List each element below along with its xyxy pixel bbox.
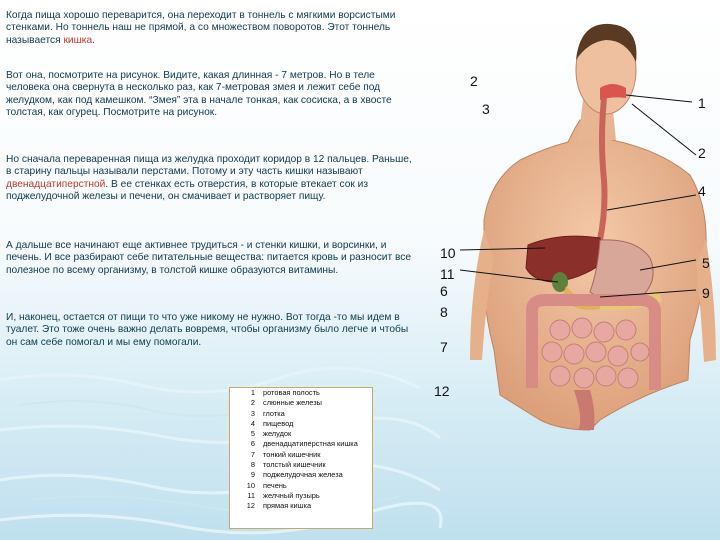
legend-number: 5: [250, 429, 255, 439]
figure-number-8: 8: [440, 304, 448, 320]
organ-legend: [229, 387, 373, 529]
legend-label: желудок: [263, 429, 292, 439]
figure-number-6: 6: [440, 283, 448, 299]
legend-label: тонкий кишечник: [263, 449, 321, 459]
legend-number: 7: [250, 449, 255, 459]
legend-label: слюнные железы: [263, 398, 322, 408]
legend-row: [230, 439, 372, 449]
figure-number-2-right: 2: [698, 145, 706, 161]
legend-label: прямая кишка: [263, 501, 312, 511]
legend-row: [230, 481, 372, 491]
legend-row: [230, 429, 372, 439]
figure-number-1: 1: [698, 95, 706, 111]
legend-number: 4: [250, 418, 255, 428]
paragraph-intestine-length: Вот она, посмотрите на рисунок. Видите, какая длинная - 7 метров. Но в теле человека она свернута в несколько раз, как 7-метровая змея и лежит себе под желудком, как под камешком. “Змея” эта в начале тонкая, как сосиска, а в хвосте толстая, как огурец. Посмотрите на рисунок.: [6, 70, 392, 119]
legend-number: 6: [250, 439, 255, 449]
legend-row: [230, 409, 372, 419]
legend-row: [230, 450, 372, 460]
legend-number: 9: [250, 470, 255, 480]
figure-number-11: 11: [440, 266, 455, 282]
legend-row: [230, 388, 372, 398]
term-duodenum: двенадцатиперстной: [6, 178, 106, 190]
legend-label: пищевод: [263, 418, 294, 428]
digestive-system-figure: [430, 0, 720, 540]
paragraph-duodenum: Но сначала переваренная пища из желудка проходит коридор в 12 пальцев. Раньше, в старину пальцы называли перстами. Потому и эту часть кишки называют двенадцатиперстной. В ее стенках есть отверстия, в которые втекает сок из поджелудочной железы и печени, он смачивает и растворяет пищу.: [6, 154, 412, 203]
legend-row: [230, 501, 372, 511]
legend-number: 2: [250, 398, 255, 408]
legend-number: 11: [247, 490, 255, 500]
leader-1: [626, 95, 692, 102]
legend-label: двенадцатиперстная кишка: [263, 439, 358, 449]
legend-row: [230, 491, 372, 501]
paragraph-digestion: А дальше все начинают еще активнее трудиться - и стенки кишки, и ворсинки, и печень. И все разбирают себе питательные вещества: питается кровь и разносит все полезное по всему организму, в толстой кишке образуются витамины.: [6, 240, 412, 276]
legend-label: глотка: [263, 408, 285, 418]
legend-number: 3: [250, 408, 255, 418]
legend-label: ротовая полость: [263, 388, 320, 397]
paragraph-intestine-intro: Когда пища хорошо переварится, она переходит в тоннель с мягкими ворсистыми стенками. Но тоннель наш не прямой, а со множеством поворотов. Этот тоннель называется кишка.: [6, 10, 396, 46]
legend-label: толстый кишечник: [263, 460, 326, 470]
figure-number-7: 7: [440, 339, 448, 355]
esophagus: [600, 98, 605, 240]
legend-number: 8: [250, 460, 255, 470]
legend-row: [230, 398, 372, 408]
figure-number-2-top: 2: [470, 73, 478, 89]
legend-row: [230, 470, 372, 480]
legend-row: [230, 460, 372, 470]
term-kishka: кишка: [63, 34, 93, 46]
figure-number-4: 4: [698, 183, 706, 199]
legend-number: 12: [246, 501, 255, 511]
legend-number: 10: [246, 480, 255, 490]
legend-label: желчный пузырь: [263, 490, 320, 500]
figure-number-5: 5: [702, 255, 710, 271]
figure-number-9: 9: [702, 285, 710, 301]
figure-number-3: 3: [482, 101, 490, 117]
legend-label: печень: [263, 480, 287, 490]
legend-label: поджелудочная железа: [263, 470, 343, 480]
figure-number-10: 10: [440, 245, 456, 261]
paragraph-elimination: И, наконец, остается от пищи то что уже никому не нужно. Вот тогда -то мы идем в туалет. Это тоже очень важно делать вовремя, чтобы организму было легче и чтобы он сам себе помогал и мы ему помогали.: [6, 312, 409, 348]
figure-number-12: 12: [434, 383, 450, 399]
leader-2b: [632, 104, 696, 155]
legend-number: 1: [250, 388, 255, 397]
legend-row: [230, 419, 372, 429]
